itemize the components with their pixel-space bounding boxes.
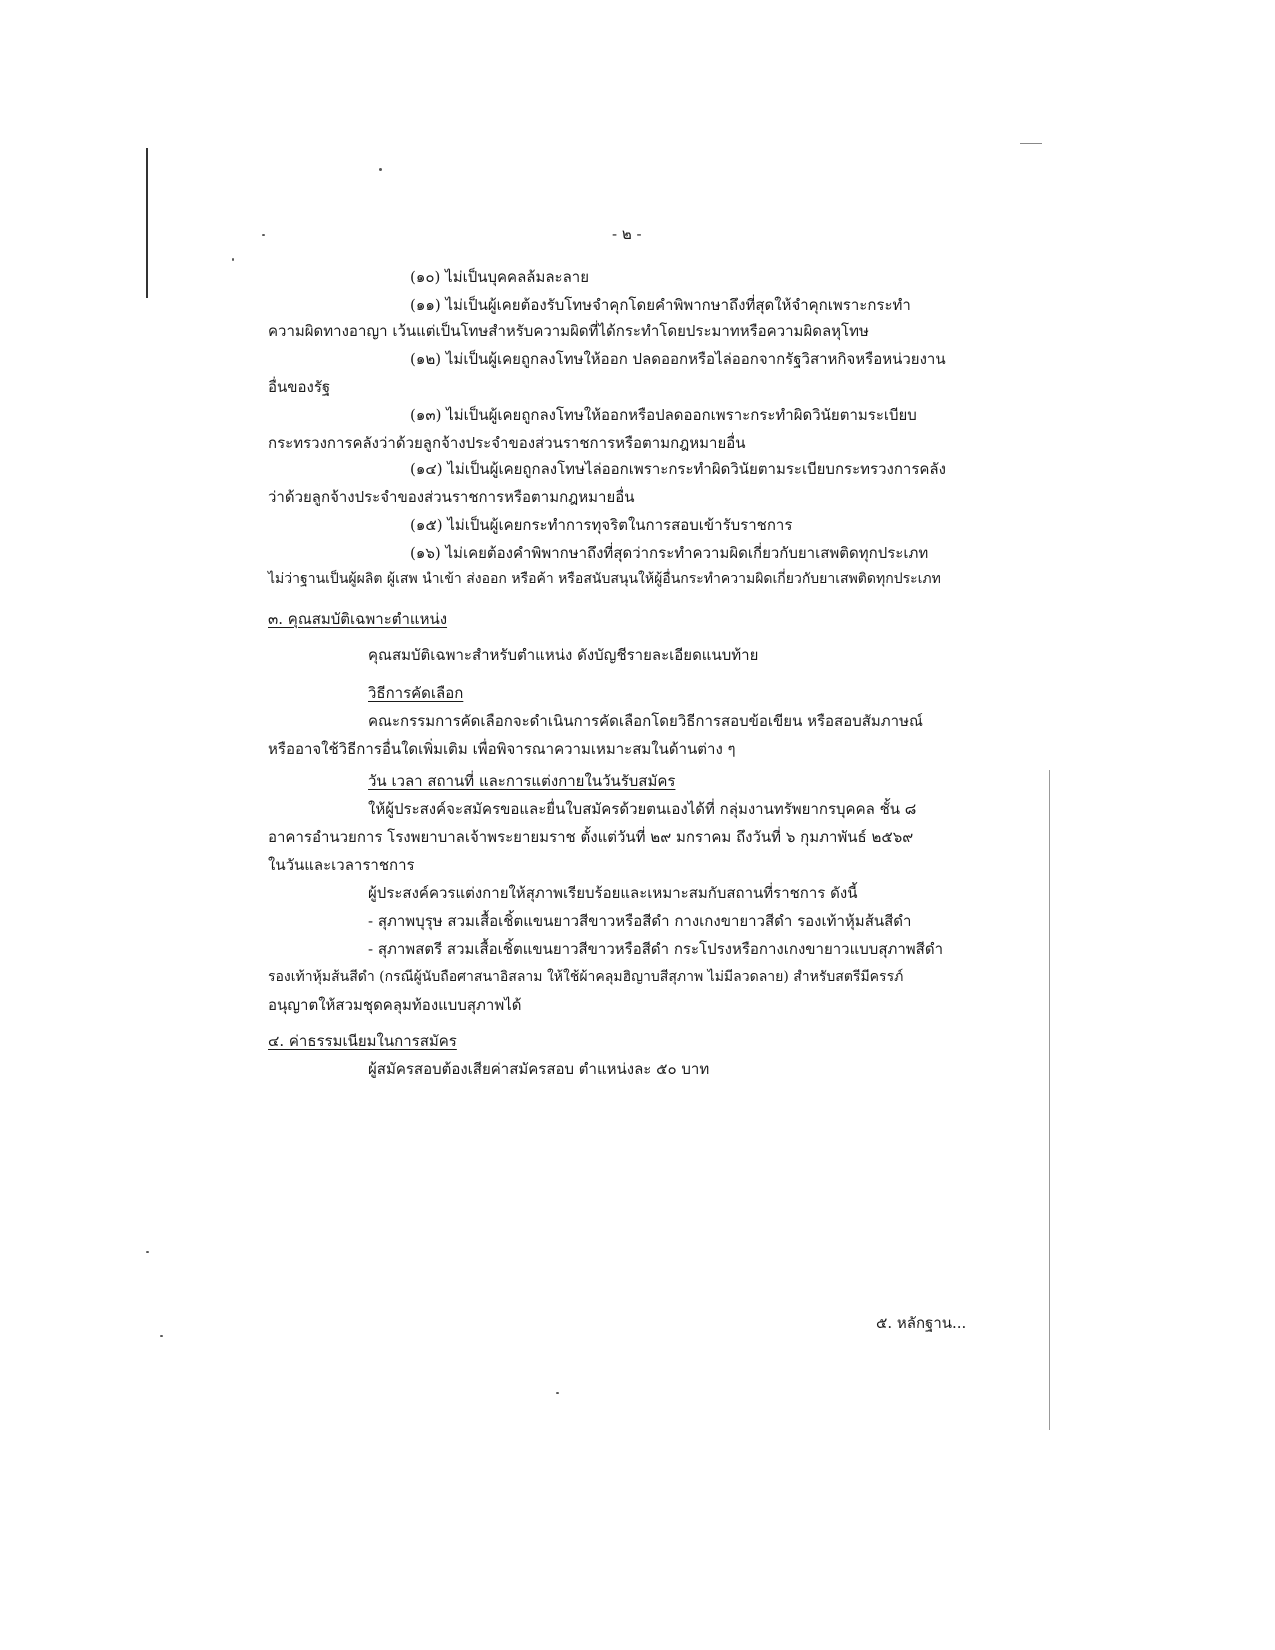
text-line: ไม่ว่าฐานเป็นผู้ผลิต ผู้เสพ นำเข้า ส่งออก หรือค้า หรือสนับสนุนให้ผู้อื่นกระทำความผิดเกี่ยวกับยาเสพติดทุกประเภท xyxy=(268,571,941,587)
page-number: - ๒ - xyxy=(612,225,642,243)
text-line: ให้ผู้ประสงค์จะสมัครขอและยื่นใบสมัครด้วยตนเองได้ที่ กลุ่มงานทรัพยากรบุคคล ชั้น ๘ xyxy=(368,800,917,818)
text-line: อาคารอำนวยการ โรงพยาบาลเจ้าพระยายมราช ตั้งแต่วันที่ ๒๙ มกราคม ถึงวันที่ ๖ กุมภาพันธ์ ๒๕๖๙ xyxy=(268,828,914,846)
text-line: ผู้สมัครสอบต้องเสียค่าสมัครสอบ ตำแหน่งละ ๕๐ บาท xyxy=(368,1060,710,1078)
text-line: อื่นของรัฐ xyxy=(268,378,331,396)
text-line: (๑๕) ไม่เป็นผู้เคยกระทำการทุจริตในการสอบเข้ารับราชการ xyxy=(410,516,793,534)
next-page-reference: ๕. หลักฐาน... xyxy=(876,1314,967,1332)
text-line: (๑๓) ไม่เป็นผู้เคยถูกลงโทษให้ออกหรือปลดออกเพราะกระทำผิดวินัยตามระเบียบ xyxy=(410,406,917,424)
subsection-heading-selection: วิธีการคัดเลือก xyxy=(368,684,464,702)
text-line: (๑๔) ไม่เป็นผู้เคยถูกลงโทษไล่ออกเพราะกระทำผิดวินัยตามระเบียบกระทรวงการคลัง xyxy=(410,460,946,478)
scan-speck xyxy=(1020,143,1042,144)
scan-speck xyxy=(160,1335,163,1337)
text-line: อนุญาตให้สวมชุดคลุมท้องแบบสุภาพได้ xyxy=(268,996,522,1014)
scan-speck xyxy=(262,234,265,236)
scan-right-margin-line xyxy=(1049,770,1050,1430)
text-line: - สุภาพบุรุษ สวมเสื้อเชิ้ตแขนยาวสีขาวหรือสีดำ กางเกงขายาวสีดำ รองเท้าหุ้มส้นสีดำ xyxy=(368,912,912,930)
text-line: - สุภาพสตรี สวมเสื้อเชิ้ตแขนยาวสีขาวหรือสีดำ กระโปรงหรือกางเกงขายาวแบบสุภาพสีดำ xyxy=(368,940,943,958)
text-line: หรืออาจใช้วิธีการอื่นใดเพิ่มเติม เพื่อพิจารณาความเหมาะสมในด้านต่าง ๆ xyxy=(268,740,736,758)
text-line: คุณสมบัติเฉพาะสำหรับตำแหน่ง ดังบัญชีรายละเอียดแนบท้าย xyxy=(368,646,759,664)
scan-left-margin-line xyxy=(146,148,148,298)
text-line: (๑๑) ไม่เป็นผู้เคยต้องรับโทษจำคุกโดยคำพิพากษาถึงที่สุดให้จำคุกเพราะกระทำ xyxy=(410,296,911,314)
section-heading-4: ๔. ค่าธรรมเนียมในการสมัคร xyxy=(268,1032,457,1050)
text-line: คณะกรรมการคัดเลือกจะดำเนินการคัดเลือกโดยวิธีการสอบข้อเขียน หรือสอบสัมภาษณ์ xyxy=(368,712,923,730)
scan-speck xyxy=(379,168,382,171)
text-line: ความผิดทางอาญา เว้นแต่เป็นโทษสำหรับความผิดที่ได้กระทำโดยประมาทหรือความผิดลหุโทษ xyxy=(268,322,869,340)
text-line: ว่าด้วยลูกจ้างประจำของส่วนราชการหรือตามกฎหมายอื่น xyxy=(268,488,635,506)
text-line: กระทรวงการคลังว่าด้วยลูกจ้างประจำของส่วนราชการหรือตามกฎหมายอื่น xyxy=(268,434,746,452)
text-line: (๑๐) ไม่เป็นบุคคลล้มละลาย xyxy=(410,268,589,286)
scan-speck xyxy=(146,1251,149,1253)
text-line: รองเท้าหุ้มส้นสีดำ (กรณีผู้นับถือศาสนาอิสลาม ให้ใช้ผ้าคลุมฮิญาบสีสุภาพ ไม่มีลวดลาย) สำหรับสตรีมีครรภ์ xyxy=(268,969,904,985)
subsection-heading-date-place: วัน เวลา สถานที่ และการแต่งกายในวันรับสมัคร xyxy=(368,772,676,790)
text-line: ในวันและเวลาราชการ xyxy=(268,856,415,874)
text-line: (๑๖) ไม่เคยต้องคำพิพากษาถึงที่สุดว่ากระทำความผิดเกี่ยวกับยาเสพติดทุกประเภท xyxy=(410,544,929,562)
section-heading-3: ๓. คุณสมบัติเฉพาะตำแหน่ง xyxy=(268,610,448,628)
text-line: ผู้ประสงค์ควรแต่งกายให้สุภาพเรียบร้อยและเหมาะสมกับสถานที่ราชการ ดังนี้ xyxy=(368,884,858,902)
text-line: (๑๒) ไม่เป็นผู้เคยถูกลงโทษให้ออก ปลดออกหรือไล่ออกจากรัฐวิสาหกิจหรือหน่วยงาน xyxy=(410,350,946,368)
scan-speck xyxy=(556,1392,559,1394)
scan-speck xyxy=(232,258,234,261)
